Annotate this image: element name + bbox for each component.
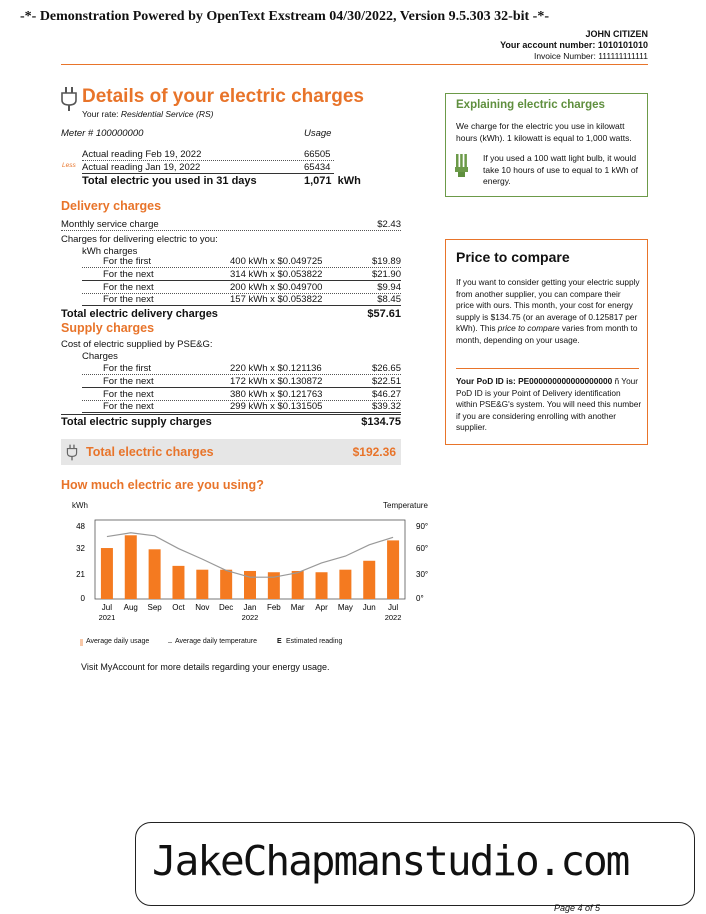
explain-text: We charge for the electric you use in kilowatt hours (kWh). 1 kilowatt is equal to 1,000 watts.: [456, 121, 632, 143]
invoice-number: Invoice Number: 111111111111: [533, 51, 648, 61]
legend-estimated-marker: E: [277, 638, 282, 645]
price-compare-box: [445, 239, 648, 445]
cfl-bulb-icon: [454, 153, 469, 179]
supply-desc: Cost of electric supplied by PSE&G:: [61, 339, 213, 350]
x-tick-year: 2022: [384, 613, 402, 622]
delivery-row: For the next 314 kWh x $0.053822 $21.90: [82, 269, 401, 281]
meter-number: Meter # 100000000: [61, 128, 144, 139]
x-tick-month: Jun: [362, 603, 376, 612]
supply-total: Total electric supply charges $134.75: [61, 416, 401, 428]
x-tick-month: Feb: [266, 603, 281, 612]
price-compare-text: If you want to consider getting your electric supply from another supplier, you can compare their price with ours. This month, your cost for energy supply is $134.75 (or an average of 0.125817 per kWh). This price to compare varies from month to month, depending on your usage.: [456, 277, 640, 345]
usage-bar: [220, 570, 232, 599]
legend-estimated: Estimated reading: [286, 638, 343, 645]
usage-header: Usage: [304, 128, 332, 139]
y-tick-label: 0: [80, 594, 85, 603]
explain-box: [445, 93, 648, 197]
reading-previous: Actual reading Jan 19, 2022 65434: [82, 162, 334, 174]
delivery-row: For the next 157 kWh x $0.053822 $8.45: [82, 294, 401, 306]
supply-row: For the next 380 kWh x $0.121763 $46.27: [82, 389, 401, 401]
usage-bar: [339, 570, 351, 599]
x-tick-year: 2022: [241, 613, 259, 622]
total-charges-label: Total electric charges: [86, 445, 214, 459]
header-rule: [61, 64, 648, 65]
legend-temp-swatch: [168, 642, 172, 643]
rate-line: Your rate: Residential Service (RS): [82, 109, 214, 119]
x-tick-month: Nov: [195, 603, 210, 612]
total-usage-label: Total electric you used in 31 days: [82, 175, 257, 187]
y2-tick-label: 30°: [416, 570, 429, 579]
delivery-total: Total electric delivery charges $57.61: [61, 308, 401, 320]
usage-bar: [387, 540, 399, 599]
page-number: Page 4 of 5: [554, 903, 601, 913]
y-tick-label: 32: [76, 544, 85, 553]
x-tick-year: 2021: [98, 613, 116, 622]
usage-bar: [101, 548, 113, 599]
explain-title: Explaining electric charges: [456, 99, 605, 111]
myaccount-note: Visit MyAccount for more details regarding your energy usage.: [81, 662, 330, 672]
kwh-charges-label: kWh charges: [82, 246, 138, 257]
usage-bar: [149, 549, 161, 599]
usage-bar: [292, 571, 304, 599]
temperature-axis-label: Temperature: [383, 501, 428, 510]
supply-row: For the next 172 kWh x $0.130872 $22.51: [82, 376, 401, 388]
delivery-row: For the first 400 kWh x $0.049725 $19.89: [82, 256, 401, 268]
x-tick-month: Mar: [290, 603, 305, 612]
customer-name: JOHN CITIZEN: [585, 29, 648, 39]
x-tick-month: Apr: [315, 603, 328, 612]
account-info: [500, 29, 648, 62]
delivery-heading: Delivery charges: [61, 199, 162, 213]
page-title: Details of your electric charges: [82, 86, 364, 107]
monthly-service-row: Monthly service charge $2.43: [61, 219, 401, 230]
supply-row: For the next 299 kWh x $0.131505 $39.32: [82, 401, 401, 413]
price-compare-title: Price to compare: [456, 249, 570, 265]
supply-heading: Supply charges: [61, 321, 155, 335]
total-usage-value: 1,071 kWh: [304, 175, 361, 187]
account-number: Your account number: 1010101010: [500, 40, 648, 50]
bulb-text: If you used a 100 watt light bulb, it would take 10 hours of use to equal to 1 kWh of energy.: [483, 153, 638, 186]
delivery-desc: Charges for delivering electric to you:: [61, 234, 218, 245]
x-tick-month: Jan: [243, 603, 257, 612]
legend-usage-swatch: [80, 639, 83, 646]
total-charges-value: $192.36: [352, 445, 396, 459]
usage-chart: [60, 512, 450, 632]
total-charges-bar: [61, 439, 401, 465]
delivery-row: For the next 200 kWh x $0.049700 $9.94: [82, 282, 401, 294]
supply-row: For the first 220 kWh x $0.121136 $26.65: [82, 363, 401, 375]
plug-icon: [60, 86, 78, 112]
x-tick-month: May: [337, 603, 353, 612]
x-tick-month: Oct: [172, 603, 185, 612]
legend-temperature: Average daily temperature: [175, 638, 257, 645]
watermark-text: JakeChapmanstudio.com: [152, 837, 629, 885]
usage-bar: [172, 566, 184, 599]
usage-heading: How much electric are you using?: [61, 478, 264, 492]
usage-bar: [244, 571, 256, 599]
legend-usage: Average daily usage: [86, 638, 150, 645]
y2-tick-label: 90°: [416, 522, 429, 531]
y-tick-label: 48: [76, 522, 85, 531]
usage-bar: [363, 561, 375, 599]
y2-tick-label: 0°: [416, 594, 424, 603]
reading-current: Actual reading Feb 19, 2022 66505: [82, 149, 334, 161]
x-tick-month: Dec: [219, 603, 234, 612]
less-label: Less: [62, 162, 76, 169]
pod-info: Your PoD ID is: PE000000000000000000 ñ Your PoD ID is your Point of Delivery identification within PSE&G's system. You will need this number if you are considering enrolling with another supplier.: [456, 376, 642, 432]
usage-bar: [316, 572, 328, 599]
chart-legend: [80, 637, 410, 649]
plug-icon-small: [66, 444, 78, 461]
x-tick-month: Jul: [101, 603, 113, 612]
demo-banner: -*- Demonstration Powered by OpenText Exstream 04/30/2022, Version 9.5.303 32-bit -*-: [20, 9, 549, 24]
watermark-stamp: [135, 822, 695, 906]
usage-bar: [196, 570, 208, 599]
price-box-divider: [456, 368, 639, 369]
kwh-axis-label: kWh: [72, 501, 88, 510]
supply-charges-label: Charges: [82, 351, 118, 362]
y2-tick-label: 60°: [416, 544, 429, 553]
x-tick-month: Aug: [123, 603, 138, 612]
y-tick-label: 21: [76, 570, 85, 579]
usage-bar: [125, 535, 137, 599]
x-tick-month: Sep: [147, 603, 162, 612]
x-tick-month: Jul: [387, 603, 399, 612]
